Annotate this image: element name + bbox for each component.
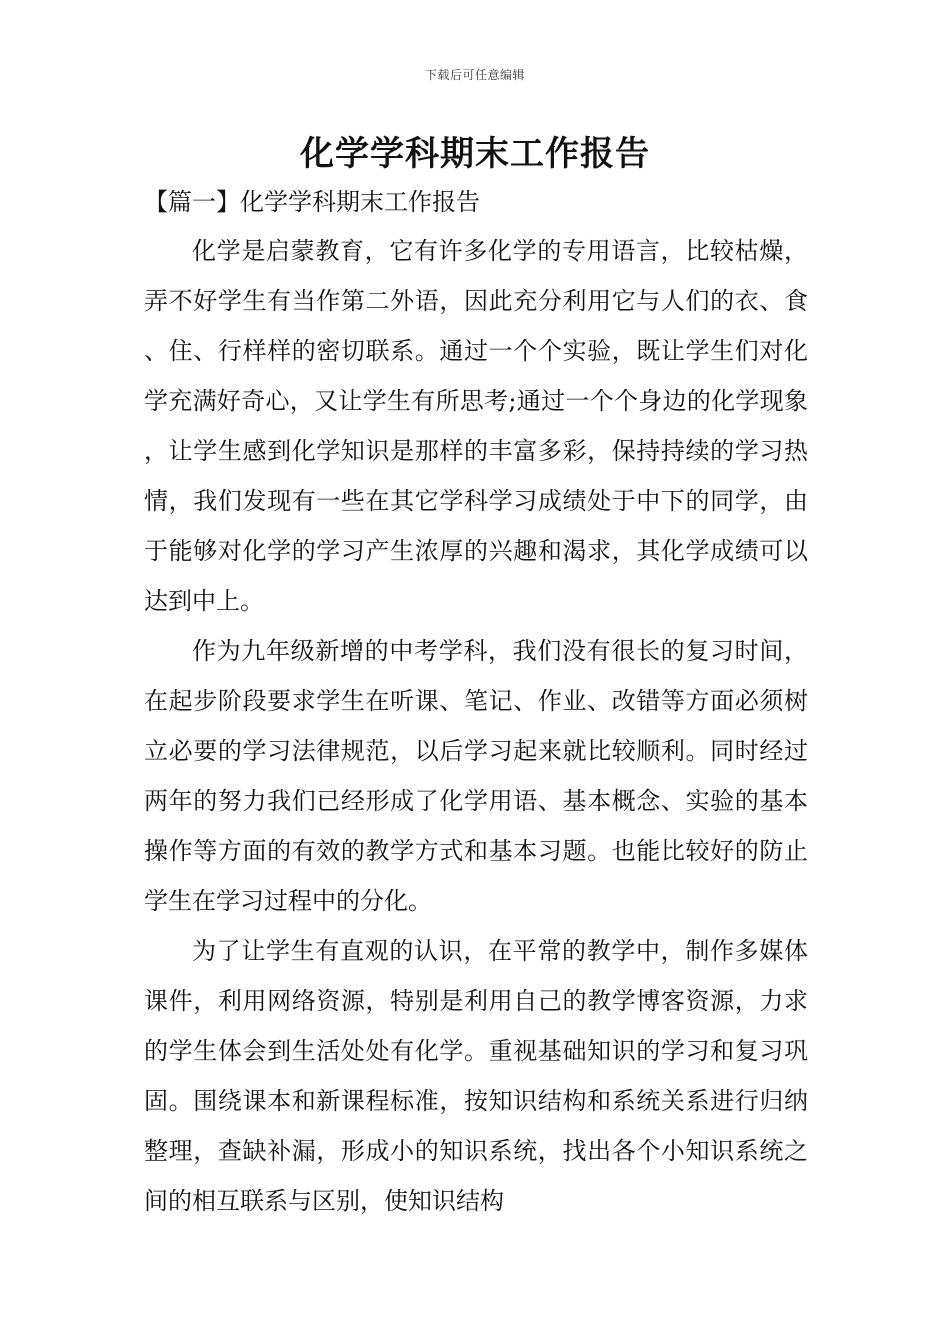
- document-title: 化学学科期末工作报告: [300, 134, 650, 174]
- body-paragraph: 为了让学生有直观的认识，在平常的教学中，制作多媒体课件，利用网络资源，特别是利用自己的教学博客资源，力求的学生体会到生活处处有化学。重视基础知识的学习和复习巩固。围绕课本和新课程标准，按知识结构和系统关系进行归纳整理，查缺补漏，形成小的知识系统，找出各个小知识系统之间的相互联系与区别，使知识结构: [144, 937, 808, 1215]
- document-body: [144, 226, 808, 1226]
- body-paragraph: 作为九年级新增的中考学科，我们没有很长的复习时间，在起步阶段要求学生在听课、笔记、作业、改错等方面必须树立必要的学习法律规范，以后学习起来就比较顺利。同时经过两年的努力我们已经形成了化学用语、基本概念、实验的基本操作等方面的有效的教学方式和基本习题。也能比较好的防止学生在学习过程中的分化。: [144, 637, 808, 915]
- body-paragraph: 化学是启蒙教育，它有许多化学的专用语言，比较枯燥，弄不好学生有当作第二外语，因此充分利用它与人们的衣、食、住、行样样的密切联系。通过一个个实验，既让学生们对化学充满好奇心，又让学生有所思考;通过一个个身边的化学现象，让学生感到化学知识是那样的丰富多彩，保持持续的学习热情，我们发现有一些在其它学科学习成绩处于中下的同学，由于能够对化学的学习产生浓厚的兴趣和渴求，其化学成绩可以达到中上。: [144, 237, 808, 615]
- header-note: 下载后可任意编辑: [424, 68, 525, 82]
- section-heading: 【篇一】化学学科期末工作报告: [144, 188, 480, 216]
